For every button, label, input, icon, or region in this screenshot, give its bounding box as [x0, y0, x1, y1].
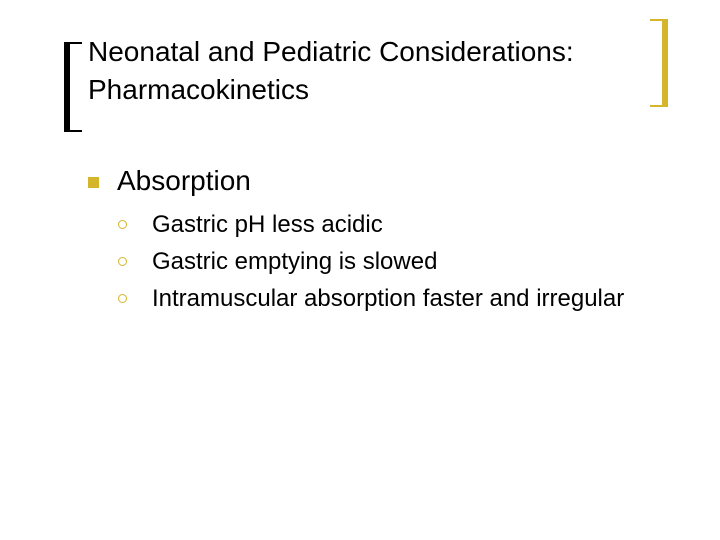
- sub-bullet-item: [118, 280, 658, 317]
- title-line-1: Neonatal and Pediatric Considerations:: [88, 36, 574, 67]
- ring-bullet-icon: [118, 257, 127, 266]
- ring-bullet-icon: [118, 294, 127, 303]
- sub-bullet-text: Gastric emptying is slowed: [152, 248, 438, 275]
- ring-bullet-icon: [118, 220, 127, 229]
- title-line-2: Pharmacokinetics: [88, 74, 309, 105]
- slide-title: [88, 33, 658, 109]
- sub-bullet-item: [118, 243, 658, 280]
- sub-bullet-text: Gastric pH less acidic: [152, 211, 383, 238]
- bullet-absorption: [88, 163, 251, 199]
- bullet-label: Absorption: [117, 165, 251, 196]
- square-bullet-icon: [88, 177, 99, 188]
- sub-bullet-text: Intramuscular absorption faster and irregular: [152, 285, 625, 312]
- sub-bullet-list: [118, 206, 658, 317]
- left-bracket-icon: [64, 42, 82, 132]
- sub-bullet-item: [118, 206, 658, 243]
